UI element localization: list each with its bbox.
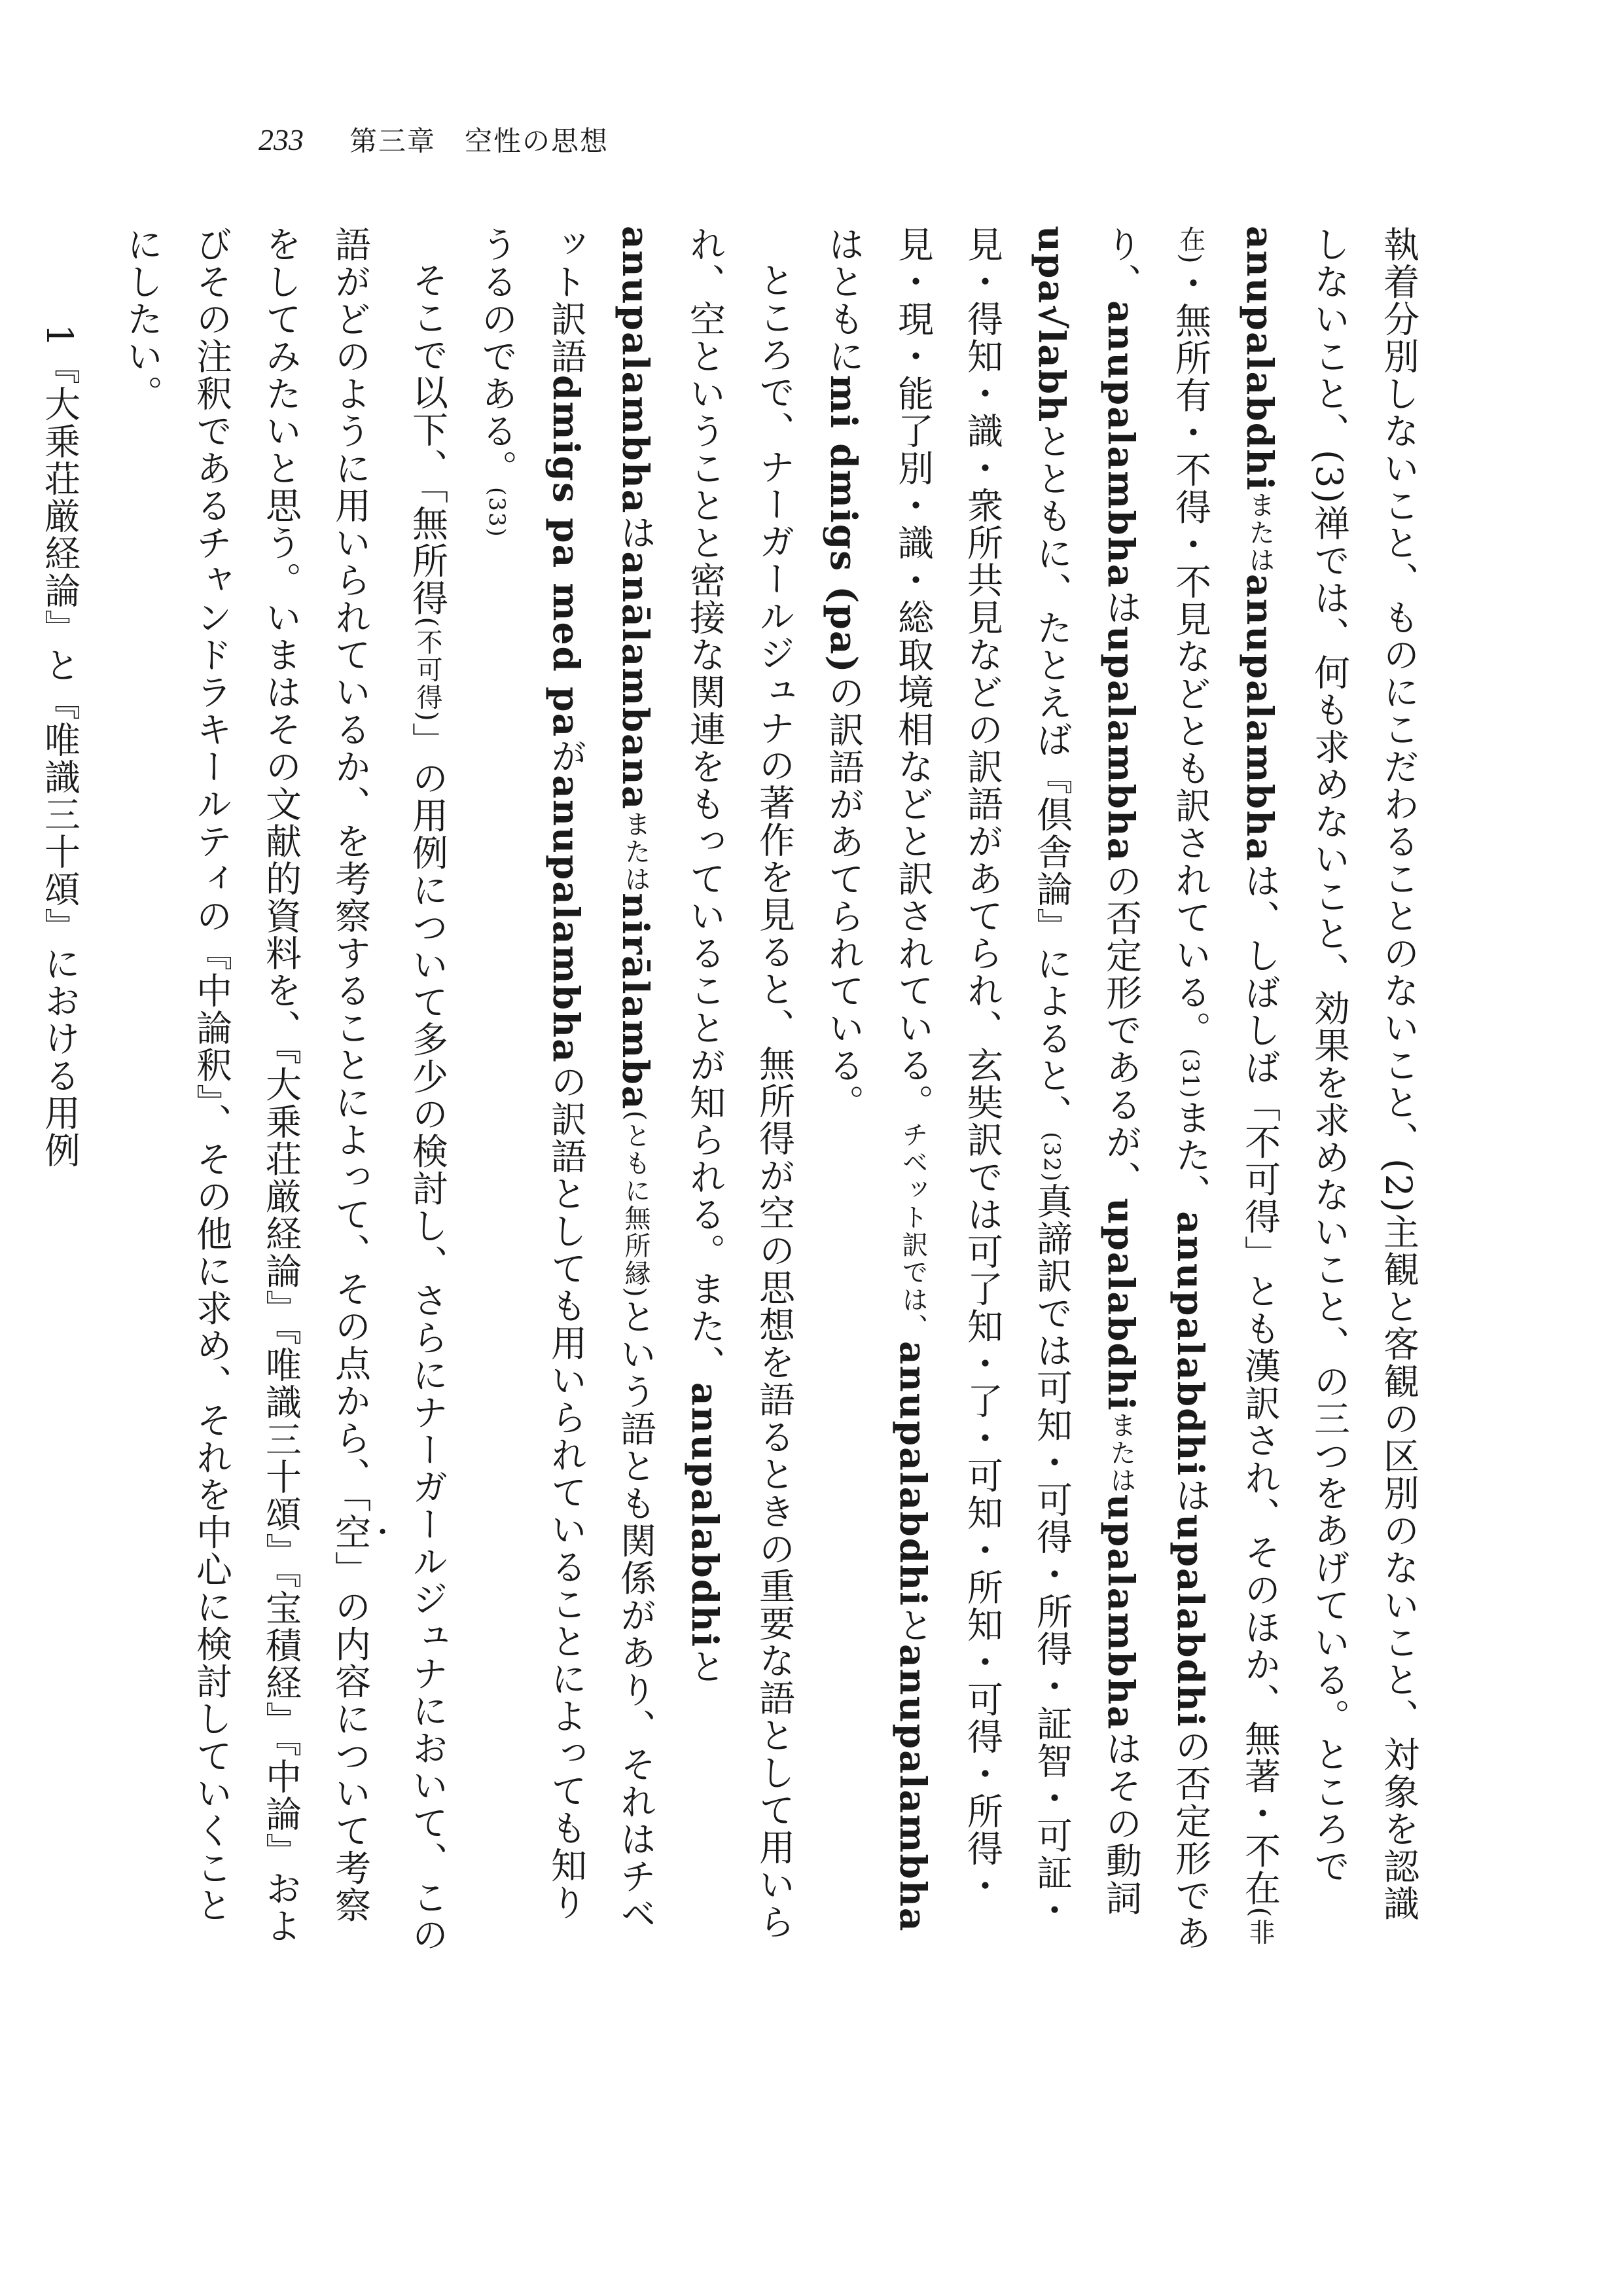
emphasized-term: 空 — [329, 1513, 371, 1551]
text-run: が — [545, 738, 587, 776]
paragraph-2 — [462, 226, 809, 1954]
text-run: ところで、ナーガールジュナの著作を見ると、無所得が空の思想を語るときの重要な語として用いられ、空ということと密接な関連をもっていることが知られる。また、 — [684, 226, 795, 1941]
note-reference: (31) — [1177, 1048, 1204, 1100]
page-number: 233 — [259, 122, 304, 156]
text-run: と — [892, 1607, 934, 1645]
sanskrit-term: upalambha — [1100, 626, 1143, 863]
list-marker: (2) — [1378, 1158, 1419, 1213]
sanskrit-term: anupalambha — [615, 226, 657, 514]
sanskrit-term: upa√labh — [1031, 226, 1073, 423]
sanskrit-term: upalabdhi — [1169, 1514, 1212, 1728]
text-run: 」の内容について考察をしてみたいと思う。いまはその文献的資料を、『大乗荘厳経論』『唯識三十頌』『宝積経』『中論』およびその注釈であるチャンドラキールティの『中論釈』、その他に求め、それを中心に検討していくことにしたい。 — [121, 226, 371, 1945]
text-run: そこで以下、「無所得 — [406, 262, 448, 617]
sanskrit-term: anupalambha — [1239, 574, 1281, 863]
text-run: 執着分別しないこと、ものにこだわることのないこと、 — [1378, 226, 1419, 1158]
tibetan-term: dmigs pa med pa — [545, 375, 588, 738]
text-run: と — [684, 1648, 726, 1686]
list-marker: (3) — [1308, 450, 1350, 505]
text-run: チベット訳では、 — [898, 1121, 928, 1341]
text-run: 禅では、何も求めないこと、効果を求めないこと、の三つをあげている。ところで — [1308, 504, 1350, 1885]
sanskrit-term: anupalabdhi — [684, 1382, 726, 1649]
parenthetical: (不可得) — [412, 617, 442, 723]
text-run: は — [1169, 1477, 1211, 1515]
text-run: また、 — [1169, 1099, 1211, 1211]
paragraph-1 — [809, 226, 1433, 1954]
sanskrit-term: upalabdhi — [1100, 1198, 1143, 1412]
sanskrit-term: anupalabdhi — [892, 1341, 935, 1607]
tibetan-term: mi dmigs (pa) — [823, 375, 865, 674]
text-run: 」の用例について多少の検討し、さらにナーガールジュナにおいて、この語がどのように用いられているか、を考察することによって、その点から、「 — [329, 226, 448, 1954]
text-run: または — [1245, 492, 1275, 575]
note-reference: (32) — [1039, 1132, 1065, 1183]
text-run: は — [615, 514, 656, 552]
text-run: の訳語としても用いられていることによっても知りうるのである。 — [476, 226, 587, 1922]
text-run: という語とも関係があり、それはチベット訳語 — [545, 226, 656, 1933]
text-run: とともに、たとえば『倶舎論』によると、 — [1031, 423, 1073, 1132]
paragraph-4 — [0, 226, 12, 1954]
sanskrit-term: anupalabdhi — [1239, 226, 1281, 492]
text-run: または — [1106, 1411, 1136, 1494]
sanskrit-term: anupalambha — [892, 1644, 935, 1933]
text-run: ・無所有・不得・不見などとも訳されている。 — [1169, 264, 1211, 1049]
text-run: はともに — [823, 226, 865, 375]
sanskrit-term: nirālamba — [615, 893, 657, 1111]
text-run: 真諦訳では可知・可得・所得・証智・可証・見・得知・識・衆所共見などの訳語があてられ、玄奘訳では可了知・了・可知・所知・可得・所得・見・現・能了別・識・総取境相などと訳されている。 — [892, 226, 1073, 1929]
paragraph-3 — [107, 226, 462, 1954]
sanskrit-term: anupalabdhi — [1169, 1211, 1212, 1477]
text-run: の否定形であり、 — [1100, 226, 1211, 1952]
section-number: 1 — [39, 324, 80, 348]
section-heading — [12, 226, 107, 1954]
text-run: の否定形であるが、 — [1100, 862, 1142, 1198]
parenthetical: (ともに無所縁) — [620, 1110, 651, 1299]
sanskrit-term: anālambana — [615, 551, 657, 811]
sanskrit-term: upalambha — [1100, 1494, 1143, 1731]
text-run: または — [620, 810, 651, 893]
text-run: 主観と客観の区別のないこと、対象を認識しないこと、 — [1308, 226, 1419, 1922]
body-text — [0, 226, 1433, 1954]
running-head — [259, 117, 609, 162]
note-reference: (33) — [484, 487, 510, 538]
parenthetical: (非在) — [1175, 226, 1275, 1946]
section-title: 『大乗荘厳経論』と『唯識三十頌』における用例 — [39, 348, 80, 1169]
text-run: は — [1100, 588, 1142, 626]
sanskrit-term: anupalambha — [1100, 300, 1143, 589]
chapter-title: 第三章 空性の思想 — [349, 125, 609, 157]
text-run: はその動詞 — [1100, 1730, 1142, 1917]
text-run: は、しばしば「不可得」とも漢訳され、そのほか、無著・不在 — [1239, 862, 1281, 1907]
text-run: の訳語があてられている。 — [823, 673, 865, 1122]
sanskrit-term: anupalambha — [545, 775, 588, 1064]
